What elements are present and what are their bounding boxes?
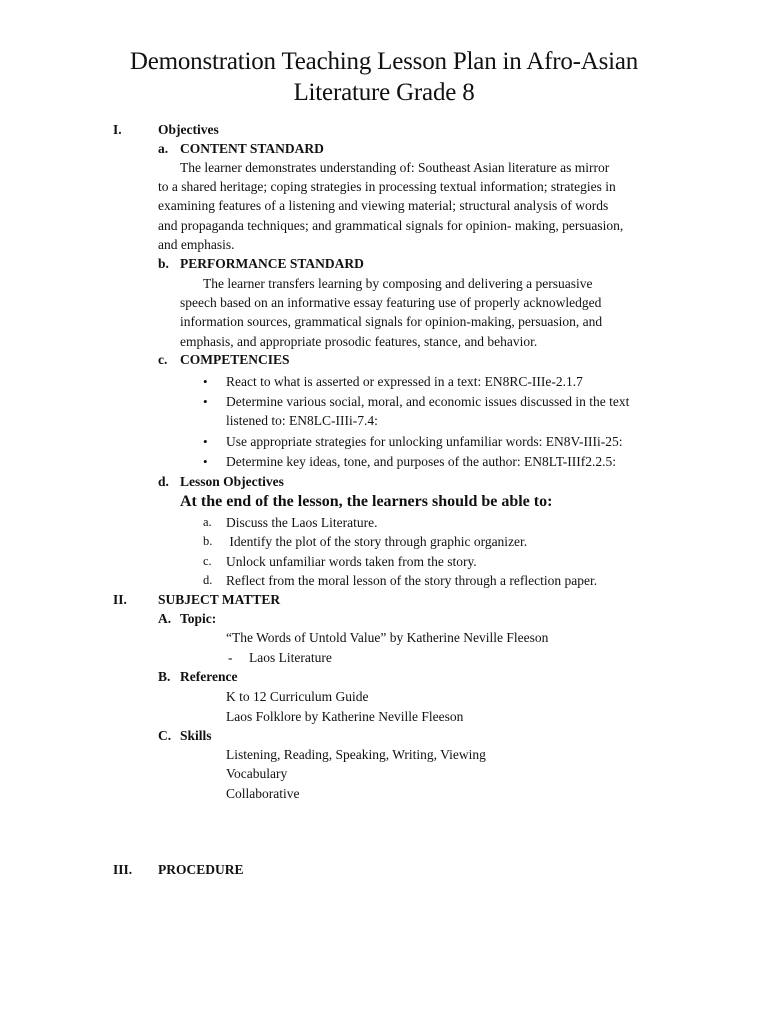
skills-heading: Skills — [180, 728, 212, 743]
performance-standard-line: emphasis, and appropriate prosodic features, stance, and behavior. — [180, 334, 538, 349]
subsection-letter: A. — [158, 611, 172, 626]
competency-item: React to what is asserted or expressed in a text: EN8RC-IIIe-2.1.7 — [226, 374, 583, 389]
section-heading-procedure: PROCEDURE — [158, 862, 244, 877]
subsection-letter: B. — [158, 669, 171, 684]
subsection-letter: c. — [158, 352, 168, 367]
content-standard-line: examining features of a listening and viewing material; structural analysis of words — [158, 198, 609, 213]
section-number: I. — [113, 122, 122, 137]
objective-item: Unlock unfamiliar words taken from the story. — [226, 554, 477, 569]
skills-item: Vocabulary — [226, 766, 288, 781]
subsection-letter: b. — [158, 256, 169, 271]
performance-standard-line: speech based on an informative essay featuring use of properly acknowledged — [180, 295, 602, 310]
competency-item: Determine various social, moral, and economic issues discussed in the text — [226, 394, 630, 409]
objective-item: Discuss the Laos Literature. — [226, 515, 378, 530]
performance-standard-line: The learner transfers learning by composing and delivering a persuasive — [203, 276, 593, 291]
bullet-icon: • — [203, 454, 208, 469]
skills-item: Collaborative — [226, 786, 300, 801]
bullet-icon: • — [203, 434, 208, 449]
competencies-heading: COMPETENCIES — [180, 352, 290, 367]
content-standard-line: and emphasis. — [158, 237, 235, 252]
bullet-icon: • — [203, 394, 208, 409]
content-standard-line: The learner demonstrates understanding of: Southeast Asian literature as mirror — [180, 160, 610, 175]
performance-standard-line: information sources, grammatical signals for opinion-making, persuasion, and — [180, 314, 603, 329]
topic-heading: Topic: — [180, 611, 217, 626]
objective-item: Reflect from the moral lesson of the story through a reflection paper. — [226, 573, 598, 588]
objective-letter: a. — [203, 515, 212, 529]
content-standard-line: to a shared heritage; coping strategies in processing textual information; strategies in — [158, 179, 616, 194]
subsection-letter: d. — [158, 474, 169, 489]
objective-item: Identify the plot of the story through graphic organizer. — [226, 534, 528, 549]
reference-heading: Reference — [180, 669, 238, 684]
topic-title: “The Words of Untold Value” by Katherine Neville Fleeson — [226, 630, 549, 645]
document-title — [0, 46, 768, 108]
dash-marker: - — [228, 650, 233, 665]
content-standard-heading: CONTENT STANDARD — [180, 141, 324, 156]
reference-item: K to 12 Curriculum Guide — [226, 689, 369, 704]
skills-item: Listening, Reading, Speaking, Writing, Viewing — [226, 747, 486, 762]
competency-item: Use appropriate strategies for unlocking unfamiliar words: EN8V-IIIi-25: — [226, 434, 623, 449]
content-standard-line: and propaganda techniques; and grammatical signals for opinion- making, persuasion, — [158, 218, 624, 233]
reference-item: Laos Folklore by Katherine Neville Fleeson — [226, 709, 464, 724]
section-heading-objectives: Objectives — [158, 122, 219, 137]
bullet-icon: • — [203, 374, 208, 389]
objective-letter: d. — [203, 573, 213, 587]
competency-item: Determine key ideas, tone, and purposes of the author: EN8LT-IIIf2.2.5: — [226, 454, 617, 469]
competency-item-continuation: listened to: EN8LC-IIIi-7.4: — [226, 413, 378, 428]
title-line-1: Demonstration Teaching Lesson Plan in Afro-Asian — [129, 48, 639, 75]
objective-letter: c. — [203, 554, 212, 568]
topic-subitem: Laos Literature — [249, 650, 332, 665]
performance-standard-heading: PERFORMANCE STANDARD — [180, 256, 364, 271]
section-heading-subject-matter: SUBJECT MATTER — [158, 592, 281, 607]
title-line-2: Literature Grade 8 — [293, 79, 475, 106]
section-number: III. — [113, 862, 133, 877]
lesson-objectives-heading: Lesson Objectives — [180, 474, 284, 489]
subsection-letter: a. — [158, 141, 169, 156]
objective-letter: b. — [203, 534, 213, 548]
subsection-letter: C. — [158, 728, 172, 743]
section-number: II. — [113, 592, 127, 607]
lesson-objectives-intro: At the end of the lesson, the learners should be able to: — [180, 493, 553, 510]
